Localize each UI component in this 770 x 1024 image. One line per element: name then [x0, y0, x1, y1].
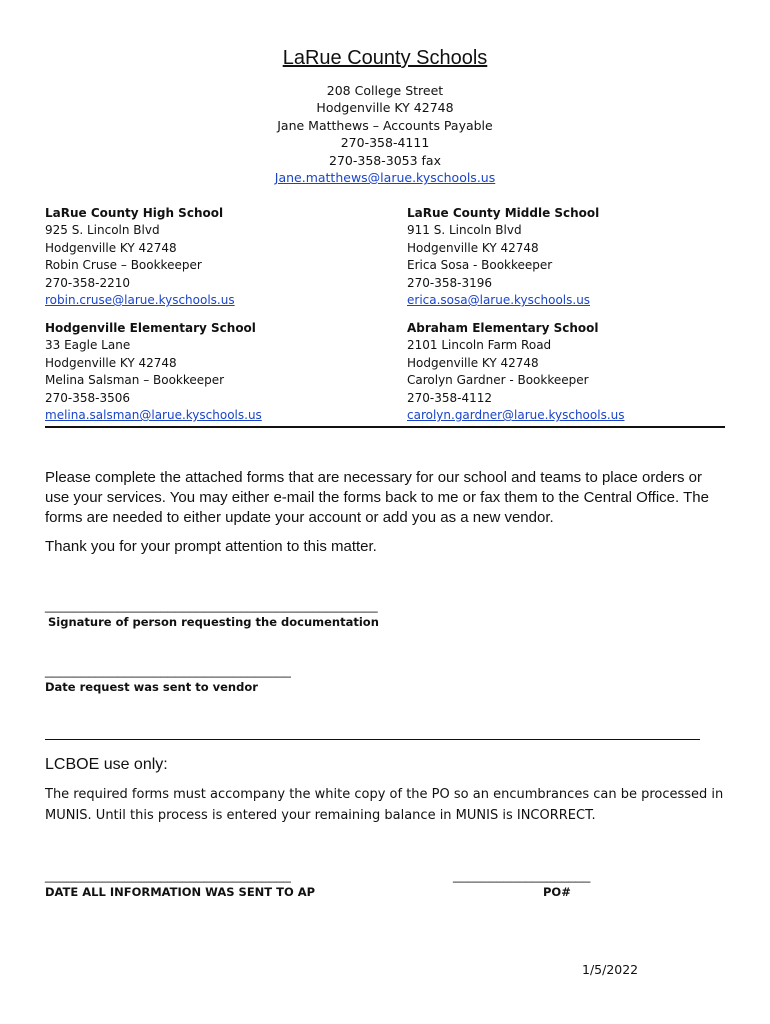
school-email-link[interactable]: melina.salsman@larue.kyschools.us	[45, 408, 262, 423]
signature-line: ______________________________________________	[45, 598, 378, 613]
footer-date: 1/5/2022	[582, 962, 639, 977]
header-divider	[45, 426, 725, 428]
section-divider	[45, 739, 700, 740]
instructions-paragraph: Please complete the attached forms that are necessary for our school and teams to place orders or use your services. You may either e-mail the forms back to me or fax them to the Central Office. The forms are needed to either update your account or add you as a new vendor.	[45, 469, 709, 526]
school-name: LaRue County Middle School	[407, 206, 600, 220]
district-phone: 270-358-4111	[340, 135, 430, 151]
school-phone: 270-358-3196	[407, 275, 493, 290]
school-city: Hodgenville KY 42748	[407, 355, 539, 370]
school-contact: Carolyn Gardner - Bookkeeper	[407, 373, 589, 388]
school-contact: Robin Cruse – Bookkeeper	[45, 258, 202, 273]
document-title: LaRue County Schools	[282, 47, 488, 69]
school-city: Hodgenville KY 42748	[45, 355, 177, 370]
district-email-link[interactable]: Jane.matthews@larue.kyschools.us	[274, 170, 496, 186]
school-block-middle	[407, 205, 599, 309]
date-sent-label: DATE ALL INFORMATION WAS SENT TO AP	[45, 885, 316, 899]
school-block-hodgenville-elementary	[45, 320, 262, 424]
lcboe-note: The required forms must accompany the white copy of the PO so an encumbrances can be processed in MUNIS. Until this process is entered your remaining balance in MUNIS is INCORRECT.	[45, 787, 724, 823]
school-email-link[interactable]: erica.sosa@larue.kyschools.us	[407, 293, 591, 308]
po-number-label: PO#	[543, 885, 571, 899]
school-block-abraham-elementary	[407, 320, 625, 424]
school-contact: Erica Sosa - Bookkeeper	[407, 258, 553, 273]
school-email-link[interactable]: robin.cruse@larue.kyschools.us	[45, 293, 235, 308]
school-email-link[interactable]: carolyn.gardner@larue.kyschools.us	[407, 408, 625, 423]
school-phone: 270-358-4112	[407, 390, 493, 405]
school-contact: Melina Salsman – Bookkeeper	[45, 373, 225, 388]
district-city: Hodgenville KY 42748	[316, 100, 454, 116]
signature-label: Signature of person requesting the documentation	[48, 615, 379, 629]
school-city: Hodgenville KY 42748	[45, 240, 177, 255]
po-number-line: ___________________	[453, 868, 591, 883]
district-fax: 270-358-3053 fax	[329, 152, 441, 168]
district-address-block	[0, 82, 770, 186]
school-name: Abraham Elementary School	[407, 321, 599, 335]
school-city: Hodgenville KY 42748	[407, 240, 539, 255]
thanks-line: Thank you for your prompt attention to this matter.	[45, 538, 377, 555]
school-block-high	[45, 205, 235, 309]
district-street: 208 College Street	[326, 83, 444, 98]
school-address: 925 S. Lincoln Blvd	[45, 223, 160, 238]
school-name: Hodgenville Elementary School	[45, 321, 256, 335]
lcboe-heading: LCBOE use only:	[45, 756, 168, 773]
date-sent-line: __________________________________	[45, 868, 291, 883]
date-request-line: __________________________________	[45, 663, 291, 678]
school-phone: 270-358-3506	[45, 390, 131, 405]
school-address: 911 S. Lincoln Blvd	[407, 223, 522, 238]
district-contact: Jane Matthews – Accounts Payable	[277, 117, 493, 133]
school-name: LaRue County High School	[45, 206, 224, 220]
school-address: 2101 Lincoln Farm Road	[407, 338, 552, 353]
school-phone: 270-358-2210	[45, 275, 131, 290]
school-address: 33 Eagle Lane	[45, 338, 131, 353]
date-request-label: Date request was sent to vendor	[45, 680, 258, 694]
